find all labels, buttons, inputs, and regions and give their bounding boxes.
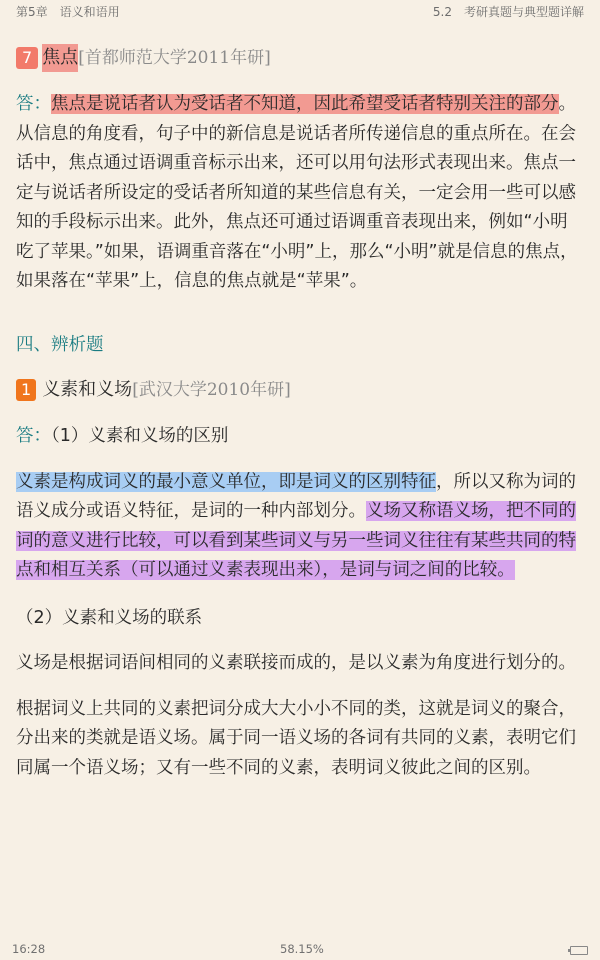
top-bar xyxy=(0,0,600,22)
question-source: [首都师范大学2011年研] xyxy=(78,48,271,68)
question-source: [武汉大学2010年研] xyxy=(132,380,291,400)
reading-content[interactable] xyxy=(16,44,584,783)
question-1-paragraph-2: 义场是根据词语间相同的义素联接而成的，是以义素为角度进行划分的。 xyxy=(16,653,576,673)
answer-label: 答： xyxy=(16,94,51,114)
chapter-title: 第5章 语义和语用 xyxy=(16,5,120,19)
section-heading: 四、辨析题 xyxy=(16,334,104,355)
question-1-answer-intro xyxy=(16,422,584,452)
subsection-title: （1）义素和义场的区别 xyxy=(51,426,229,446)
question-7-heading xyxy=(16,44,584,72)
status-bar xyxy=(0,938,600,960)
question-number-badge: 7 xyxy=(16,47,38,69)
question-1-paragraph-3: 根据词义上共同的义素把词分成大大小小不同的类，这就是词义的聚合，分出来的类就是语义场。属于同一语义场的各词有共同的义素，表明它们同属一个语义场；又有一些不同的义素，表明词义彼此之间的区别。 xyxy=(16,698,576,778)
paragraph-text: ，所以又称为词的语义成分或语义特征，是词的一种内部划分。 xyxy=(16,471,576,521)
highlighted-text[interactable]: 义场又称语义场，把不同的词的意义进行比较，可以看到某些词义与另一些词义往往有某些共同的特点和相互关系（可以通过义素表现出来），是词与词之间的比较。 xyxy=(16,501,576,580)
reading-progress: 58.15% xyxy=(280,942,324,956)
answer-body: 。从信息的角度看，句子中的新信息是说话者所传递信息的重点所在。在会话中，焦点通过语调重音标示出来，还可以用句法形式表现出来。焦点一定与说话者所设定的受话者所知道的某些信息有关，一定会用一些可以感知的手段标示出来。此外，焦点还可通过语调重音表现出来，例如“小明吃了苹果。”如果，语调重音落在“小明”上，那么“小明”就是信息的焦点，如果落在“苹果”上，信息的焦点就是“苹果”。 xyxy=(16,94,578,291)
question-1-heading xyxy=(16,376,584,404)
question-term: 义素和义场 xyxy=(42,379,133,400)
highlighted-text[interactable]: 义素是构成词义的最小意义单位，即是词义的区别特征 xyxy=(16,471,436,492)
question-term[interactable]: 焦点 xyxy=(42,44,78,72)
highlighted-text[interactable]: 焦点是说话者认为受话者不知道，因此希望受话者特别关注的部分 xyxy=(51,94,559,114)
subsection-title: （2）义素和义场的联系 xyxy=(16,607,203,628)
clock: 16:28 xyxy=(12,942,46,956)
question-1-paragraph-1 xyxy=(16,468,584,586)
answer-label: 答： xyxy=(16,426,51,446)
battery-icon xyxy=(570,946,588,955)
section-title: 5.2 考研真题与典型题详解 xyxy=(432,5,584,19)
question-7-answer xyxy=(16,90,584,297)
question-number-badge: 1 xyxy=(16,379,36,401)
